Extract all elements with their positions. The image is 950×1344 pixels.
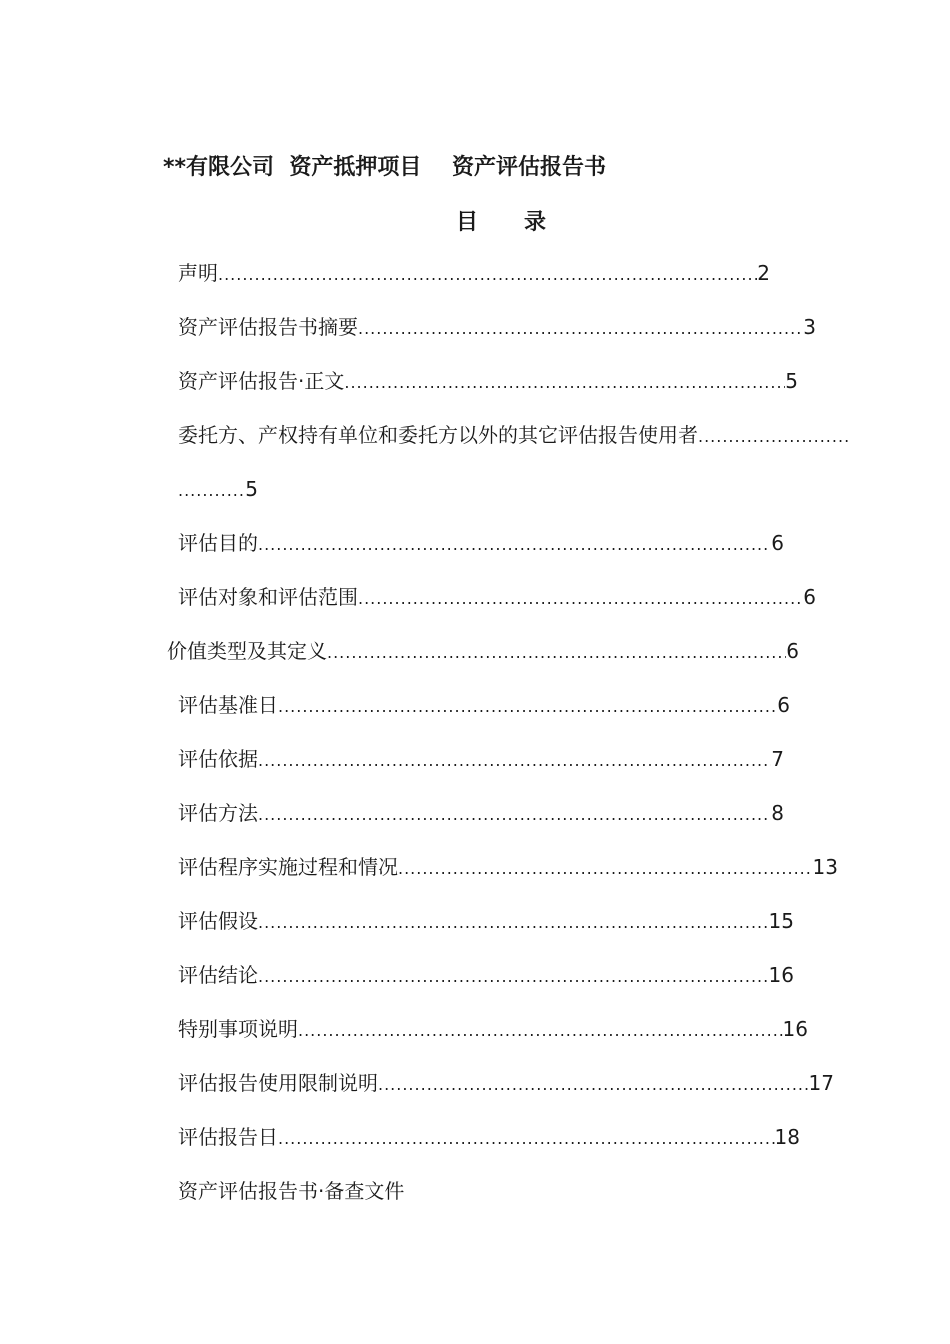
toc-entry xyxy=(178,961,794,991)
toc-entry xyxy=(178,421,848,451)
toc-entry xyxy=(178,313,816,343)
toc-entry-page: 16 xyxy=(782,1017,808,1041)
toc-entry-label: 评估方法 xyxy=(178,801,258,825)
toc-entry xyxy=(178,475,258,505)
toc-entry xyxy=(178,583,816,613)
toc-entry xyxy=(178,367,798,397)
toc-entry xyxy=(178,1015,808,1045)
toc-leader xyxy=(258,909,769,937)
toc-entry-label: 评估报告日 xyxy=(178,1125,278,1149)
toc-entry-page: 7 xyxy=(771,747,784,771)
toc-entry xyxy=(167,637,799,667)
toc-entry xyxy=(178,745,784,775)
toc-entry-label: 评估报告使用限制说明 xyxy=(178,1071,378,1095)
toc-leader xyxy=(218,261,757,289)
toc-entry xyxy=(178,529,784,559)
toc-entry-label: 评估假设 xyxy=(178,909,258,933)
toc-leader xyxy=(278,1125,775,1153)
toc-leader xyxy=(398,855,813,883)
toc-entry-page: 13 xyxy=(812,855,838,879)
toc-entry-label: 评估基准日 xyxy=(178,693,278,717)
toc-entry-page: 3 xyxy=(803,315,816,339)
toc-entry xyxy=(178,1123,800,1153)
toc-entry xyxy=(178,853,838,883)
toc-leader xyxy=(344,369,785,397)
toc-entry-label: 评估对象和评估范围 xyxy=(178,585,358,609)
toc-entry-page: 6 xyxy=(803,585,816,609)
toc-leader xyxy=(258,801,771,829)
toc-entry-page: 5 xyxy=(245,477,258,501)
toc-entry-label: 评估结论 xyxy=(178,963,258,987)
toc-entry-page: 8 xyxy=(771,801,784,825)
toc-entry-page: 6 xyxy=(777,693,790,717)
toc-entry-label: 委托方、产权持有单位和委托方以外的其它评估报告使用者 xyxy=(178,423,698,447)
toc-entry-label: 特别事项说明 xyxy=(178,1017,298,1041)
toc-leader xyxy=(298,1017,783,1045)
toc-entry xyxy=(178,1177,478,1205)
toc-leader xyxy=(358,315,803,343)
toc-leader xyxy=(358,585,803,613)
toc-entry-page: 16 xyxy=(768,963,794,987)
document-title: **有限公司 资产抵押项目 资产评估报告书 xyxy=(163,155,606,180)
toc-entry xyxy=(178,259,770,289)
toc-entry-page: 5 xyxy=(785,369,798,393)
toc-leader xyxy=(327,639,786,667)
toc-entry-label: 评估目的 xyxy=(178,531,258,555)
toc-entry-page: 6 xyxy=(786,639,799,663)
toc-entry xyxy=(178,907,794,937)
toc-entry-page: 2 xyxy=(757,261,770,285)
toc-entry-label: 资产评估报告书·备查文件 xyxy=(178,1179,405,1203)
toc-entry-label: 评估程序实施过程和情况 xyxy=(178,855,398,879)
toc-leader xyxy=(258,531,771,559)
toc-entry-label: 评估依据 xyxy=(178,747,258,771)
toc-leader xyxy=(378,1071,809,1099)
toc-entry-label: 价值类型及其定义 xyxy=(167,639,327,663)
toc-heading: 目 录 xyxy=(456,210,546,235)
toc-entry xyxy=(178,799,784,829)
toc-leader xyxy=(258,747,771,775)
toc-entry-label: 声明 xyxy=(178,261,218,285)
toc-entry-page: 18 xyxy=(774,1125,800,1149)
toc-leader xyxy=(698,423,848,451)
toc-entry-page: 15 xyxy=(768,909,794,933)
toc-leader xyxy=(278,693,777,721)
toc-entry xyxy=(178,1069,834,1099)
toc-leader xyxy=(178,477,245,505)
toc-entry xyxy=(178,691,790,721)
toc-leader xyxy=(258,963,769,991)
toc-entry-page: 6 xyxy=(771,531,784,555)
toc-entry-label: 资产评估报告书摘要 xyxy=(178,315,358,339)
toc-entry-page: 17 xyxy=(808,1071,834,1095)
toc-entry-label: 资产评估报告·正文 xyxy=(178,369,345,393)
